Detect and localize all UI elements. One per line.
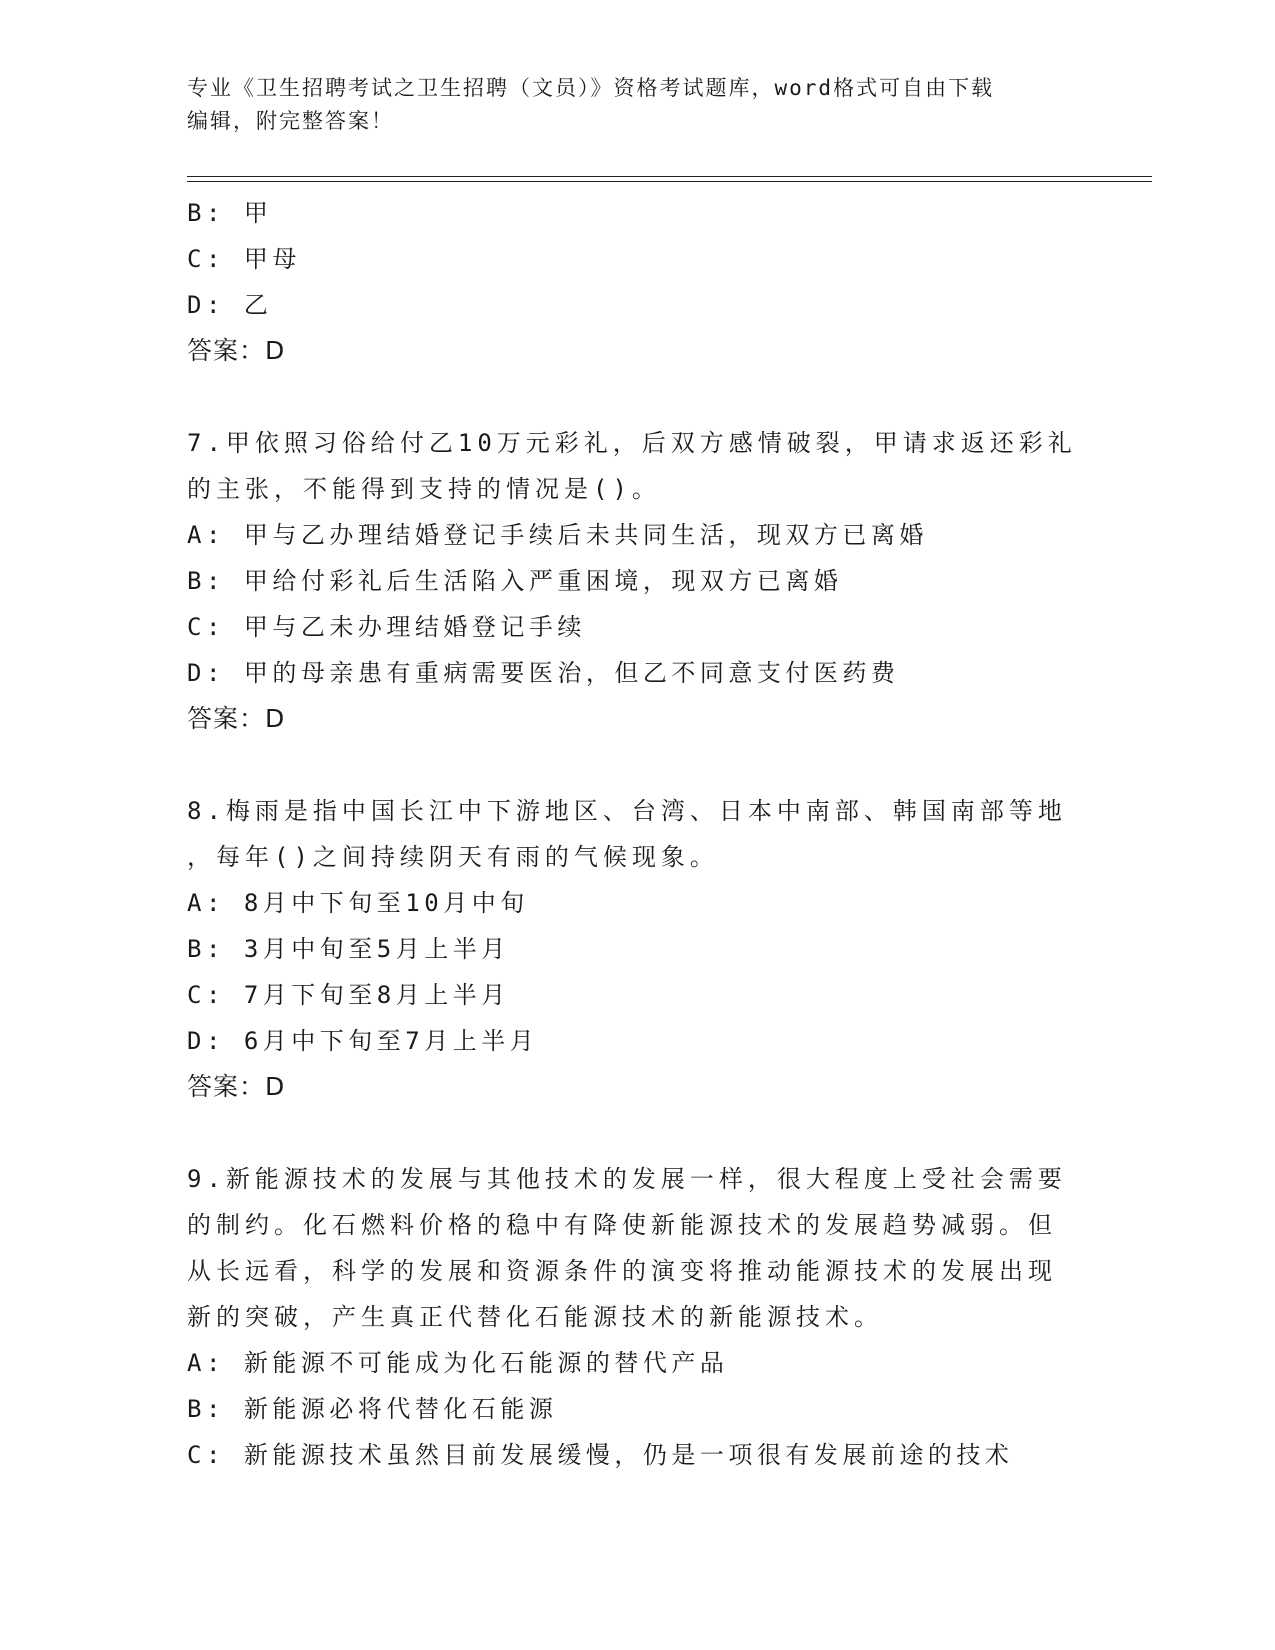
question-text <box>187 420 1087 512</box>
option-c: C: 新能源技术虽然目前发展缓慢，仍是一项很有发展前途的技术 <box>187 1441 1014 1469</box>
option-b: B: 3月中旬至5月上半月 <box>187 935 510 963</box>
spacer <box>187 374 1087 420</box>
question-list <box>187 190 1087 1478</box>
question-6 <box>187 190 1087 374</box>
option-c: C: 甲母 <box>187 245 301 273</box>
header-divider-top <box>187 176 1152 177</box>
header-line-2: 编辑，附完整答案！ <box>187 109 394 133</box>
option-d: D: 6月中下旬至7月上半月 <box>187 1027 539 1055</box>
question-text <box>187 788 1087 880</box>
option-b: B: 新能源必将代替化石能源 <box>187 1395 558 1423</box>
question-text-line: 7.甲依照习俗给付乙10万元彩礼，后双方感情破裂，甲请求返还彩礼 <box>187 429 1077 457</box>
option-d: D: 乙 <box>187 291 273 319</box>
answer-label: 答案：D <box>187 704 286 733</box>
question-text-line: 9.新能源技术的发展与其他技术的发展一样，很大程度上受社会需要 <box>187 1165 1067 1193</box>
header-line-1: 专业《卫生招聘考试之卫生招聘（文员）》资格考试题库，word格式可自由下载 <box>187 76 995 100</box>
question-text-line: 8.梅雨是指中国长江中下游地区、台湾、日本中南部、韩国南部等地 <box>187 797 1067 825</box>
question-text <box>187 1156 1087 1340</box>
question-9 <box>187 1156 1087 1478</box>
question-text-line: 的主张，不能得到支持的情况是()。 <box>187 475 661 503</box>
answer-label: 答案：D <box>187 336 286 365</box>
option-c: C: 甲与乙未办理结婚登记手续 <box>187 613 586 641</box>
header-divider-bottom <box>187 181 1152 182</box>
option-d: D: 甲的母亲患有重病需要医治，但乙不同意支付医药费 <box>187 659 900 687</box>
question-text-line: 的制约。化石燃料价格的稳中有降使新能源技术的发展趋势减弱。但 <box>187 1211 1057 1239</box>
spacer <box>187 1110 1087 1156</box>
option-a: A: 甲与乙办理结婚登记手续后未共同生活，现双方已离婚 <box>187 521 928 549</box>
option-b: B: 甲 <box>187 199 273 227</box>
question-text-line: 新的突破，产生真正代替化石能源技术的新能源技术。 <box>187 1303 883 1331</box>
option-c: C: 7月下旬至8月上半月 <box>187 981 510 1009</box>
option-a: A: 8月中下旬至10月中旬 <box>187 889 529 917</box>
answer-label: 答案：D <box>187 1072 286 1101</box>
document-header <box>187 72 1087 138</box>
question-7 <box>187 420 1087 742</box>
option-b: B: 甲给付彩礼后生活陷入严重困境，现双方已离婚 <box>187 567 843 595</box>
question-8 <box>187 788 1087 1110</box>
question-text-line: ，每年()之间持续阴天有雨的气候现象。 <box>187 843 719 871</box>
question-text-line: 从长远看，科学的发展和资源条件的演变将推动能源技术的发展出现 <box>187 1257 1057 1285</box>
spacer <box>187 742 1087 788</box>
option-a: A: 新能源不可能成为化石能源的替代产品 <box>187 1349 729 1377</box>
